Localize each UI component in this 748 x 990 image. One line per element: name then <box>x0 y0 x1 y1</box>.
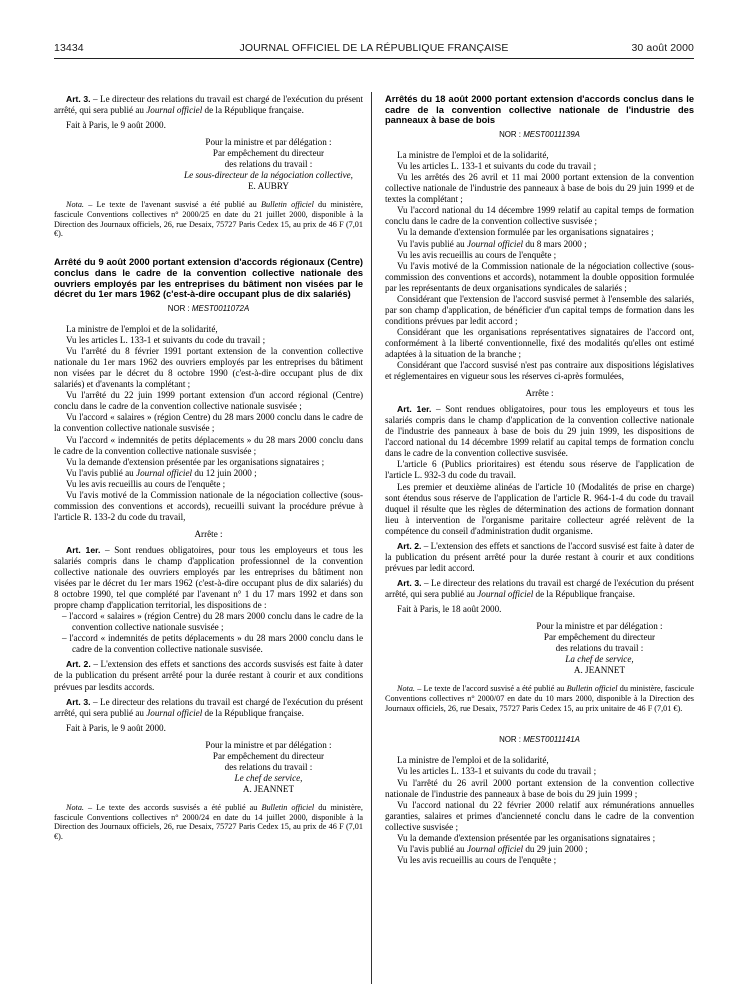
considerant-line: Considérant que l'extension de l'accord susvisé permet à l'ensemble des salariés, par son champ d'application, de bénéficier d'un capital temps de formation dans les conditions prévues par ledit accord ; <box>385 293 694 326</box>
considerant-line: Considérant que les organisations représentatives signataires de l'accord ont, conformément à la liberté conventionnelle, fixé des modalités qu'elles ont estimé adaptées à la situation de la branche ; <box>385 326 694 359</box>
left-column <box>54 94 363 842</box>
article-2: Art. 2. – L'extension des effets et sanctions de l'accord susvisé est faite à dater de la publication du présent arrêté pour la durée restant à courir et aux conditions prévues par ledit accord. <box>385 540 694 573</box>
done-at-paris-2: Fait à Paris, le 9 août 2000. <box>66 722 166 733</box>
visa-line: Vu l'accord national du 22 février 2000 relatif aux rémunérations annuelles garanties, salaires et primes d'ancienneté conclu dans le cadre de la convention collective susvisée ; <box>385 799 694 832</box>
done-at-paris-1: Fait à Paris, le 9 août 2000. <box>66 120 166 131</box>
dash-item: – l'accord « salaires » (région Centre) du 28 mars 2000 conclu dans le cadre de la convention collective nationale susvisée ; <box>62 611 363 633</box>
signature-block-3: Pour la ministre et par délégation : Par empêchement du directeur des relations du travail : La chef de service, A. JEANNET <box>536 621 663 676</box>
signature-block-2: Pour la ministre et par délégation : Par empêchement du directeur des relations du travail : Le chef de service, A. JEANNET <box>205 739 332 794</box>
article-3: Art. 3. – Le directeur des relations du travail est chargé de l'exécution du présent arrêté, qui sera publié au Journal officiel de la République française. <box>54 696 363 718</box>
article-10-paragraph: Les premier et deuxième alinéas de l'article 10 (Modalités de prise en charge) sont étendus sous réserve de l'application de l'article R. 964-1-4 du code du travail duquel il résulte que les règles de détermination des actions de formation donnant lieu à intervention de l'organisme paritaire collecteur agréé relèvent de la compétence du conseil d'administration dudit organisme. <box>385 481 694 536</box>
running-head <box>54 42 694 58</box>
visa-line: Vu les arrêtés des 26 avril et 11 mai 2000 portant extension de la convention collective nationale de l'industrie des panneaux à base de bois du 29 juin 1999 et de textes la complétant ; <box>385 172 694 205</box>
article-3: Art. 3. – Le directeur des relations du travail est chargé de l'exécution du présent arrêté, qui sera publié au Journal officiel de la République française. <box>385 577 694 599</box>
visa-line: Vu l'accord « indemnités de petits déplacements » du 28 mars 2000 conclu dans le cadre de la convention collective nationale susvisée ; <box>54 434 363 456</box>
visa-line: Vu la demande d'extension formulée par les organisations signataires ; <box>397 227 654 238</box>
header-rule <box>54 58 694 59</box>
visa-journal-line: Vu l'avis publié au Journal officiel du 29 juin 2000 ; <box>397 843 588 854</box>
visa-line: Vu l'arrêté du 8 février 1991 portant extension de la convention collective nationale du 1er mars 1962 des ouvriers employés par les entreprises du bâtiment non visées par le décret du 8 octobre 1990 (c'est-à-dire occupant plus de dix salariés) et d'avenants la complétant ; <box>54 346 363 390</box>
visa-line: La ministre de l'emploi et de la solidarité, <box>397 150 549 161</box>
visa-journal-line: Vu l'avis publié au Journal officiel du 12 juin 2000 ; <box>66 467 257 478</box>
visa-line: Vu l'avis motivé de la Commission nationale de la négociation collective (sous-commission des conventions et accords), recueilli suivant la procédure prévue à l'article R. 133-2 du code du travail, <box>54 489 363 522</box>
visa-line: Vu les articles L. 133-1 et suivants du code du travail ; <box>397 766 597 777</box>
nor-reference-2: NOR : MEST0011139A <box>499 130 580 140</box>
article-1: Art. 1er. – Sont rendues obligatoires, pour tous les employeurs et tous les salariés compris dans le champ d'application professionnel de la convention collective nationale des ouvriers employés par les entreprises du bâtiment non visées par le décret du 1er mars 1962 (c'est-à-dire occupant plus de dix salariés) du 8 octobre 1990, tel que complété par l'avenant n° 1 du 17 mars 1992 et dans son propre champ d'application territorial, les dispositions de : <box>54 544 363 611</box>
arrete-heading-1: Arrête : <box>194 528 223 539</box>
visa-line: La ministre de l'emploi et de la solidarité, <box>66 324 218 335</box>
visa-line: Vu les articles L. 133-1 et suivants du code du travail ; <box>397 161 597 172</box>
nor-reference-3: NOR : MEST0011141A <box>499 735 580 745</box>
visa-line: Vu l'accord national du 14 décembre 1999 relatif au capital temps de formation conclu dans le cadre de la convention collective susvisée ; <box>385 205 694 227</box>
article-6-paragraph: L'article 6 (Publics prioritaires) est étendu sous réserve de l'application de l'article L. 932-3 du code du travail. <box>385 459 694 481</box>
article-2: Art. 2. – L'extension des effets et sanctions des accords susvisés est faite à dater de la publication du présent arrêté pour la durée restant à courir et aux conditions prévues par lesdits accords. <box>54 659 363 692</box>
nota-1: Nota. – Le texte de l'avenant susvisé a été publié au Bulletin officiel du ministère, fascicule Conventions collectives n° 2000/25 en date du 21 juillet 2000, disponible à la Direction des Journaux officiels, 26, rue Desaix, 75727 Paris Cedex 15, au prix de 46 F (7,01 €). <box>54 200 363 239</box>
column-separator <box>371 92 372 984</box>
visa-line: Vu les avis recueillis au cours de l'enquête ; <box>66 478 226 489</box>
signature-block-1: Pour la ministre et par délégation : Par empêchement du directeur des relations du travail : Le sous-directeur de la négociation collective, E. AUBRY <box>184 137 353 192</box>
visa-line: Vu la demande d'extension présentée par les organisations signataires ; <box>66 456 325 467</box>
nor-reference-1: NOR : MEST0011072A <box>167 304 250 313</box>
done-at-paris-3: Fait à Paris, le 18 août 2000. <box>397 603 502 614</box>
decree-title-18-aout: Arrêtés du 18 août 2000 portant extension d'accords conclus dans le cadre de la convention collective nationale de l'industrie des panneaux à base de bois <box>385 94 694 126</box>
visa-line: Vu les articles L. 133-1 et suivants du code du travail ; <box>66 335 266 346</box>
visa-line: Vu l'arrêté du 22 juin 1999 portant extension d'un accord régional (Centre) conclu dans le cadre de la convention collective nationale susvisée ; <box>54 390 363 412</box>
dash-item: – l'accord « indemnités de petits déplacements » du 28 mars 2000 conclu dans le cadre de la convention collective nationale susvisée. <box>62 633 363 655</box>
visa-line: Vu l'accord « salaires » (région Centre) du 28 mars 2000 conclu dans le cadre de la convention collective nationale susvisée ; <box>54 412 363 434</box>
nota-3: Nota. – Le texte de l'accord susvisé a été publié au Bulletin officiel du ministère, fascicule Conventions collectives n° 2000/07 en date du 10 mars 2000, disponible à la Direction des Journaux officiels, 26, rue Desaix, 75727 Paris Cedex 15, au prix unitaire de 46 F (7,01 €). <box>385 684 694 713</box>
visa-journal-line: Vu l'avis publié au Journal officiel du 8 mars 2000 ; <box>397 238 587 249</box>
page-number: 13434 <box>54 42 84 54</box>
visa-line: Vu l'avis motivé de la Commission nationale de la négociation collective (sous-commission des conventions et accords), notamment la double opposition formulée par les représentants de deux organisations syndicales de salariés ; <box>385 260 694 293</box>
visa-line: Vu l'arrêté du 26 avril 2000 portant extension de la convention collective nationale de l'industrie des panneaux à base de bois du 29 juin 1999 ; <box>385 777 694 799</box>
visa-line: Vu les avis recueillis au cours de l'enquête ; <box>397 249 557 260</box>
article-1: Art. 1er. – Sont rendues obligatoires, pour tous les employeurs et tous les salariés compris dans le champ d'application de la convention collective nationale de l'industrie des panneaux à base de bois du 29 juin 1999, les dispositions de l'accord national du 14 décembre 1999 relatif au capital temps de formation conclu dans le cadre de la convention collective susvisée. <box>385 404 694 459</box>
issue-date: 30 août 2000 <box>631 42 694 54</box>
nota-2: Nota. – Le texte des accords susvisés a été publié au Bulletin officiel du ministère, fascicule Conventions collectives n° 2000/24 en date du 14 juillet 2000, disponible à la Direction des Journaux officiels, 26, rue Desaix, 75727 Paris Cedex 15, au prix de 46 F (7,01 €). <box>54 802 363 842</box>
article-3-top: Art. 3. – Le directeur des relations du travail est chargé de l'exécution du présent arrêté, qui sera publié au Journal officiel de la République française. <box>54 94 363 116</box>
journal-title: JOURNAL OFFICIEL DE LA RÉPUBLIQUE FRANÇAISE <box>239 42 509 54</box>
visa-line: Vu les avis recueillis au cours de l'enquête ; <box>397 854 557 865</box>
considerant-line: Considérant que l'accord susvisé n'est pas contraire aux dispositions législatives et réglementaires en vigueur sous les réserves ci-après formulées, <box>385 360 694 382</box>
right-column <box>385 94 694 866</box>
visa-line: La ministre de l'emploi et de la solidarité, <box>397 755 549 766</box>
arrete-heading-2: Arrête : <box>525 388 554 399</box>
decree-title-9-aout: Arrêté du 9 août 2000 portant extension d'accords régionaux (Centre) conclus dans le cadre de la convention collective nationale des ouvriers employés par les entreprises du bâtiment non visées par le décret du 1er mars 1962 (c'est-à-dire occupant plus de dix salariés) <box>54 257 363 300</box>
visa-line: Vu la demande d'extension présentée par les organisations signataires ; <box>397 832 656 843</box>
